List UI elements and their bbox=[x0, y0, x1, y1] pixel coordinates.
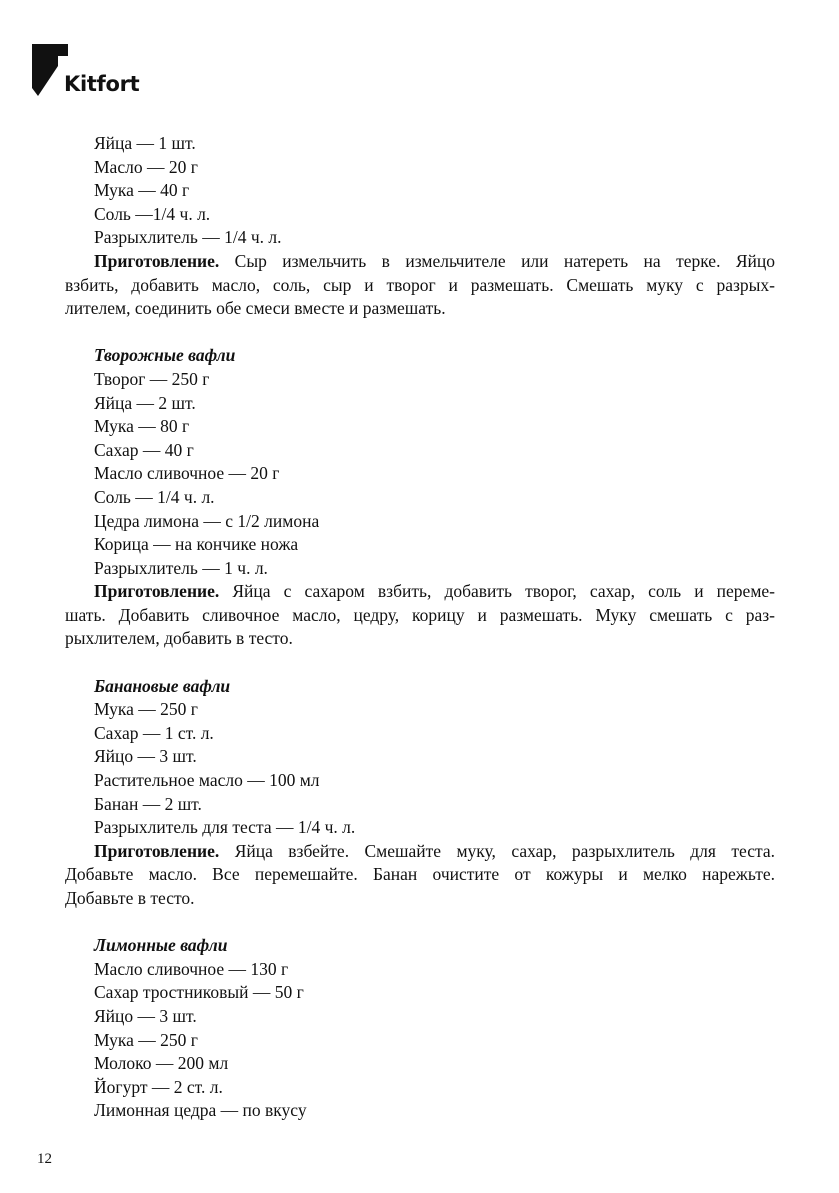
preparation-text: Яйца взбейте. Смешайте муку, сахар, разрыхлитель для теста. bbox=[234, 840, 775, 861]
ingredient-item: Соль — 1/4 ч. л. bbox=[94, 486, 215, 507]
ingredient-item: Творог — 250 г bbox=[94, 368, 210, 389]
ingredient-item: Масло — 20 г bbox=[94, 156, 198, 177]
ingredient-item: Молоко — 200 мл bbox=[94, 1053, 229, 1074]
preparation-label: Приготовление. bbox=[94, 581, 220, 602]
preparation-line: лителем, соединить обе смеси вместе и размешать. bbox=[65, 298, 446, 319]
ingredient-list bbox=[65, 132, 775, 250]
preparation-paragraph bbox=[65, 580, 775, 651]
preparation-line bbox=[65, 840, 775, 864]
ingredient-item: Йогурт — 2 ст. л. bbox=[94, 1076, 223, 1097]
kitfort-logo-mark-icon bbox=[32, 44, 68, 96]
page-number: 12 bbox=[37, 1151, 52, 1167]
ingredient-item: Яйца — 1 шт. bbox=[94, 133, 196, 153]
ingredient-item: Масло сливочное — 20 г bbox=[94, 463, 280, 484]
preparation-line: рыхлителем, добавить в тесто. bbox=[65, 628, 293, 649]
ingredient-item: Яйца — 2 шт. bbox=[94, 392, 196, 413]
ingredient-item: Корица — на кончике ножа bbox=[94, 534, 299, 555]
preparation-label: Приготовление. bbox=[94, 250, 220, 271]
ingredient-list bbox=[65, 698, 775, 840]
preparation-label: Приготовление. bbox=[94, 840, 220, 861]
preparation-line: Добавьте в тесто. bbox=[65, 888, 195, 908]
recipe-banana-waffles bbox=[65, 675, 775, 911]
ingredient-item: Растительное масло — 100 мл bbox=[94, 770, 320, 791]
ingredient-item: Яйцо — 3 шт. bbox=[94, 1005, 197, 1026]
ingredient-item: Разрыхлитель — 1/4 ч. л. bbox=[94, 227, 282, 248]
ingredient-item: Яйцо — 3 шт. bbox=[94, 746, 197, 767]
ingredient-item: Мука — 250 г bbox=[94, 1029, 198, 1050]
intro-recipe-continuation bbox=[65, 132, 775, 321]
recipe-title: Творожные вафли bbox=[94, 345, 236, 366]
ingredient-item: Сахар — 1 ст. л. bbox=[94, 722, 214, 743]
preparation-line bbox=[65, 580, 775, 604]
ingredient-item: Масло сливочное — 130 г bbox=[94, 958, 289, 979]
ingredient-item: Соль —1/4 ч. л. bbox=[94, 203, 211, 224]
brand-logo bbox=[32, 44, 142, 100]
preparation-text: Сыр измельчить в измельчителе или натереть на терке. Яйцо bbox=[234, 250, 775, 271]
ingredient-item: Разрыхлитель — 1 ч. л. bbox=[94, 557, 268, 578]
preparation-paragraph bbox=[65, 840, 775, 911]
ingredient-item: Лимонная цедра — по вкусу bbox=[94, 1100, 307, 1121]
ingredient-item: Сахар — 40 г bbox=[94, 439, 194, 460]
preparation-paragraph bbox=[65, 250, 775, 321]
preparation-line: взбить, добавить масло, соль, сыр и творог и размешать. Смешать муку с разрых- bbox=[65, 274, 775, 295]
ingredient-item: Сахар тростниковый — 50 г bbox=[94, 982, 304, 1003]
page-content bbox=[65, 132, 775, 1123]
recipe-cottage-cheese-waffles bbox=[65, 344, 775, 651]
ingredient-item: Мука — 250 г bbox=[94, 699, 198, 720]
ingredient-list bbox=[65, 958, 775, 1123]
ingredient-item: Банан — 2 шт. bbox=[94, 793, 202, 814]
ingredient-item: Мука — 80 г bbox=[94, 416, 190, 437]
preparation-line bbox=[65, 250, 775, 274]
recipe-title: Банановые вафли bbox=[94, 675, 231, 696]
recipe-title: Лимонные вафли bbox=[94, 935, 228, 956]
recipe-lemon-waffles bbox=[65, 934, 775, 1123]
brand-name: Kitfort bbox=[64, 72, 140, 96]
preparation-line: Добавьте масло. Все перемешайте. Банан очистите от кожуры и мелко нарежьте. bbox=[65, 864, 775, 885]
ingredient-item: Разрыхлитель для теста — 1/4 ч. л. bbox=[94, 817, 356, 838]
ingredient-item: Цедра лимона — с 1/2 лимона bbox=[94, 510, 320, 531]
preparation-text: Яйца с сахаром взбить, добавить творог, сахар, соль и переме- bbox=[232, 581, 775, 602]
ingredient-item: Мука — 40 г bbox=[94, 180, 190, 201]
ingredient-list bbox=[65, 368, 775, 580]
preparation-line: шать. Добавить сливочное масло, цедру, корицу и размешать. Муку смешать с раз- bbox=[65, 604, 775, 625]
